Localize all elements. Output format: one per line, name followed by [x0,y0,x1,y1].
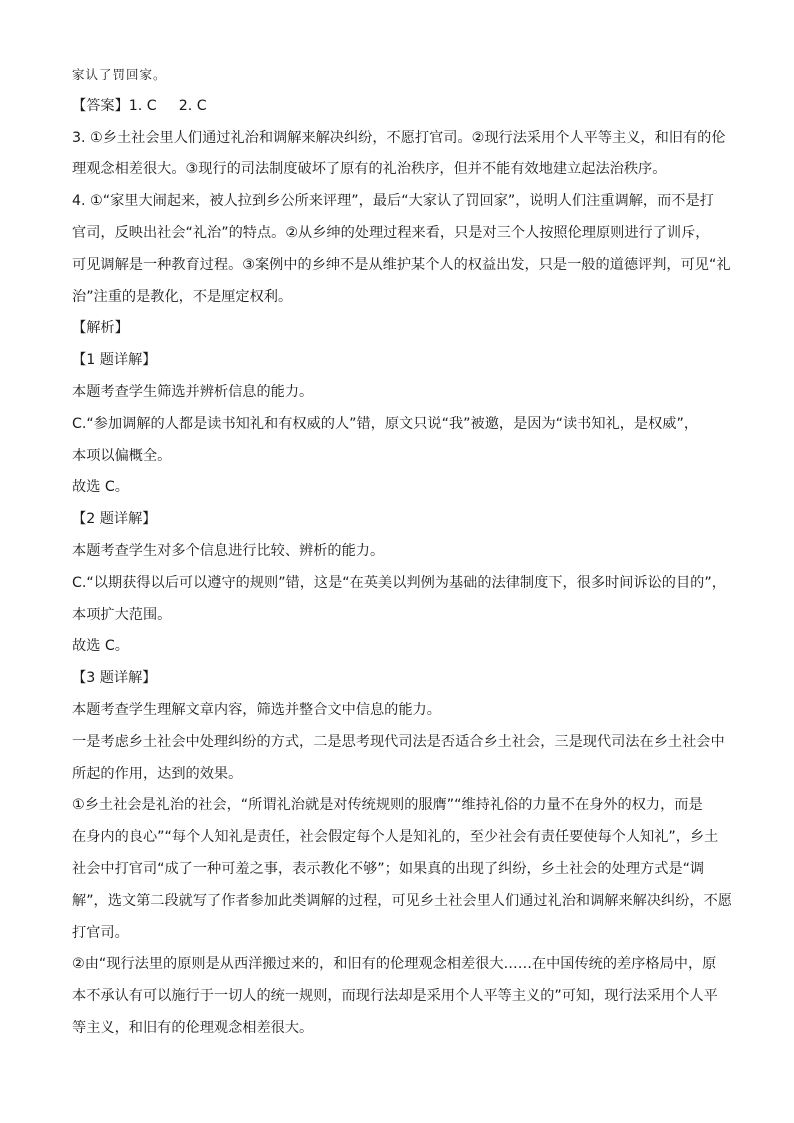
q1-title: 【1 题详解】 [72,352,157,369]
answer-label: 【答案】 [72,97,129,114]
q2-line: 故选 C。 [72,638,129,655]
q3-line: ②由“现行法里的原则是从西洋搬过来的，和旧有的伦理观念相差很大……在中国传统的差序格局中，原 [72,956,717,973]
answer-1: 1. C [128,97,157,114]
q3-line: ①乡土社会是礼治的社会，“所谓礼治就是对传统规则的服膺”“维持礼俗的力量不在身外的权力，而是 [72,797,703,814]
q1-line: C.“参加调解的人都是读书知礼和有权威的人”错，原文只说“我”被邀，是因为“读书知礼，是权威”， [72,415,699,432]
q4-answer-line: 4. ①“家里大闹起来，被人拉到乡公所来评理”，最后“大家认了罚回家”，说明人们注重调解，而不是打 [72,193,714,210]
q3-line: 所起的作用，达到的效果。 [72,765,243,782]
q2-title: 【2 题详解】 [72,511,157,528]
analysis-label: 【解析】 [72,320,129,337]
q3-answer-line: 3. ①乡土社会里人们通过礼治和调解来解决纠纷，不愿打官司。②现行法采用个人平等主义，和旧有的伦 [72,129,726,146]
q3-line: 本题考查学生理解文章内容，筛选并整合文中信息的能力。 [72,701,441,718]
q4-answer-line: 可见调解是一种教育过程。③案例中的乡绅不是从维护某个人的权益出发，只是一般的道德评判，可见“礼 [72,256,731,273]
q2-line: C.“以期获得以后可以遵守的规则”错，这是“在英美以判例为基础的法律制度下，很多时间诉讼的目的”， [72,574,726,591]
q1-line: 本题考查学生筛选并辨析信息的能力。 [72,383,314,400]
q3-line: 在身内的良心”“每个人知礼是责任，社会假定每个人是知礼的，至少社会有责任要使每个人知礼”，乡土 [72,829,719,846]
document-page [72,59,736,1045]
q1-line: 故选 C。 [72,479,129,496]
q3-line: 一是考虑乡土社会中处理纠纷的方式，二是思考现代司法是否适合乡土社会，三是现代司法在乡土社会中 [72,733,725,750]
q3-line: 解”，选文第二段就写了作者参加此类调解的过程，可见乡土社会里人们通过礼治和调解来解决纠纷，不愿 [72,892,732,909]
q4-answer-line: 官司，反映出社会“礼治”的特点。②从乡绅的处理过程来看，只是对三个人按照伦理原则进行了训斥， [72,224,710,241]
q2-line: 本题考查学生对多个信息进行比较、辨析的能力。 [72,542,385,559]
q1-line: 本项以偏概全。 [72,447,172,464]
q3-line: 本不承认有可以施行于一切人的统一规则，而现行法却是采用个人平等主义的”可知，现行法采用个人平 [72,988,718,1005]
q2-line: 本项扩大范围。 [72,606,172,623]
top-fragment: 家认了罚回家。 [72,67,167,82]
q3-line: 等主义，和旧有的伦理观念相差很大。 [72,1019,314,1036]
q3-line: 社会中打官司“成了一种可羞之事，表示教化不够”；如果真的出现了纠纷，乡土社会的处理方式是“调 [72,860,705,877]
answer-2: 2. C [178,97,207,114]
q3-title: 【3 题详解】 [72,670,157,687]
q4-answer-line: 治”注重的是教化，不是厘定权利。 [72,288,293,305]
q3-answer-line: 理观念相差很大。③现行的司法制度破坏了原有的礼治秩序，但并不能有效地建立起法治秩序。 [72,161,667,178]
q3-line: 打官司。 [72,924,129,941]
answer-line [72,91,736,123]
